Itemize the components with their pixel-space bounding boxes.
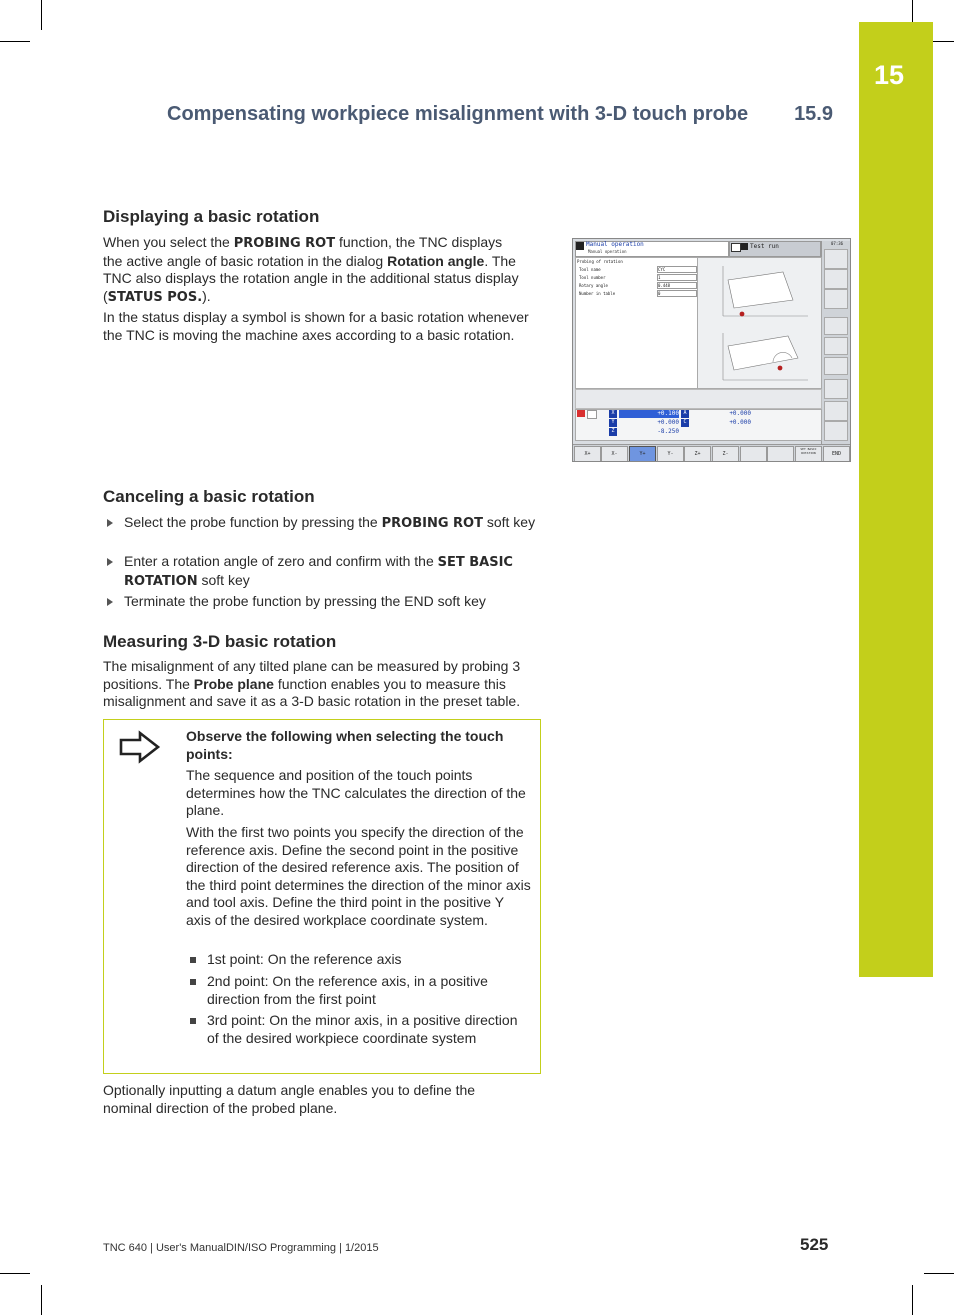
triangle-bullet-icon: [107, 558, 113, 566]
note-list-item: [190, 1012, 525, 1047]
status-icon: [587, 410, 597, 419]
text: ).: [202, 287, 211, 304]
text: The misalignment of any tilted plane can be measured by probing 3 positions. The: [103, 658, 521, 692]
probe-diagram: [698, 258, 821, 388]
chapter-number: 15: [873, 60, 905, 90]
list-item: [107, 553, 537, 590]
running-head-title: Compensating workpiece misalignment with 3-D touch probe: [167, 103, 749, 125]
test-run-label: Test run: [750, 243, 779, 250]
softkey-z-plus[interactable]: Z+: [684, 446, 711, 462]
softkey-icon[interactable]: [767, 446, 794, 462]
softkey-name: STATUS POS.: [107, 289, 203, 305]
list-item: [107, 514, 537, 533]
footer: TNC 640 | User's ManualDIN/ISO Programming | 1/2015: [103, 1242, 379, 1254]
axis-label: X: [609, 410, 617, 418]
text: the active angle of basic rotation in the dialog: [103, 252, 388, 269]
softkey-name: SET BASIC ROTATION: [124, 555, 513, 589]
softkey-name: PROBING ROT: [381, 516, 483, 531]
text: Terminate the probe function by pressing the END soft key: [124, 593, 486, 609]
field-value[interactable]: 0.448: [657, 282, 697, 289]
axis-value: -8.250: [657, 428, 679, 435]
screen-title: Manual operation: [586, 241, 644, 248]
function-name: Probe plane: [193, 675, 274, 692]
note-paragraph: The sequence and position of the touch points determines how the TNC calculates the direction of the plane.: [186, 767, 526, 819]
crop-mark: [912, 1285, 913, 1315]
feed-override-gauge[interactable]: [824, 317, 848, 335]
triangle-bullet-icon: [107, 519, 113, 527]
text: function enables you to measure this misalignment and save it as a 3-D basic rotation in the preset table.: [103, 675, 521, 710]
test-run-icon: [741, 243, 748, 250]
text: soft key: [197, 571, 250, 588]
dnc-icon: [731, 243, 741, 252]
text: soft key: [482, 514, 536, 530]
field-label: Tool number: [579, 275, 606, 280]
axis-label: A: [681, 410, 689, 418]
section-heading: Measuring 3-D basic rotation: [103, 632, 337, 651]
vertical-softkey[interactable]: [824, 289, 848, 309]
running-head: [167, 103, 833, 126]
softkey-icon[interactable]: [740, 446, 767, 462]
note-list-item: [190, 973, 525, 1008]
paragraph: [103, 658, 543, 711]
text: 1st point: On the reference axis: [207, 951, 402, 967]
status-info: [575, 389, 822, 409]
text: 2nd point: On the reference axis, in a positive direction from the first point: [207, 973, 488, 1007]
text: (: [103, 287, 108, 304]
arrow-right-icon: [118, 730, 162, 764]
softkey-set-basic-rotation[interactable]: SET BASIC ROTATION: [795, 446, 822, 462]
vertical-softkey[interactable]: [824, 421, 848, 441]
softkey-x-plus[interactable]: X+: [574, 446, 601, 462]
dialog-name: Rotation angle: [387, 252, 485, 269]
field-value[interactable]: CYC: [657, 266, 697, 273]
softkey-y-minus[interactable]: Y-: [657, 446, 684, 462]
axis-label: Z: [609, 428, 617, 436]
axis-value: +0.000: [657, 419, 679, 426]
crop-mark: [0, 1273, 30, 1274]
paragraph: Optionally inputting a datum angle enables you to define the nominal direction of the probed plane.: [103, 1082, 476, 1116]
text: Select the probe function by pressing the: [124, 514, 382, 530]
axis-label: Y: [609, 419, 617, 427]
tnc-screenshot: [572, 238, 851, 462]
text: . The: [484, 252, 516, 269]
text: 3rd point: On the minor axis, in a positive direction of the desired workpiece coordinate system: [207, 1012, 518, 1046]
square-bullet-icon: [190, 979, 196, 985]
form-title: Probing of rotation: [577, 259, 623, 264]
spindle-override-gauge[interactable]: [824, 337, 848, 355]
vertical-softkey[interactable]: [824, 401, 848, 421]
text: function, the TNC displays: [335, 234, 503, 250]
field-value[interactable]: 1: [657, 274, 697, 281]
rapid-override-gauge[interactable]: [824, 357, 848, 375]
softkey-y-plus[interactable]: Y+: [629, 446, 656, 462]
crop-mark: [41, 1285, 42, 1315]
axis-value: +0.000: [729, 419, 751, 426]
vertical-softkey[interactable]: [824, 269, 848, 289]
triangle-bullet-icon: [107, 598, 113, 606]
softkey-x-minus[interactable]: X-: [601, 446, 628, 462]
field-label: Number in table: [579, 291, 616, 296]
text: When you select the: [103, 234, 234, 250]
mode-icon: [576, 242, 584, 250]
square-bullet-icon: [190, 1018, 196, 1024]
screen-subtitle: Manual operation: [588, 249, 627, 254]
softkey-end[interactable]: END: [823, 446, 850, 462]
note-title: Observe the following when selecting the touch points:: [186, 728, 504, 762]
paragraph: In the status display a symbol is shown for a basic rotation whenever the TNC is moving the machine axes according to a basic rotation.: [103, 309, 529, 343]
status-icon: [577, 410, 585, 417]
softkey-z-minus[interactable]: Z-: [712, 446, 739, 462]
axis-label: C: [681, 419, 689, 427]
help-graphic: [697, 257, 822, 389]
note-list-item: [190, 951, 525, 969]
field-label: Tool name: [579, 267, 601, 272]
section-heading: Canceling a basic rotation: [103, 487, 315, 506]
note-paragraph: With the first two points you specify the direction of the reference axis. Define the second point in the positive direction of the desired reference axis. The position of the third point determines the direction of the minor axis and tool axis. Define the third point in the positive Y axis of the desired workplace coordinate system.: [186, 824, 531, 928]
page-number: 525: [800, 1235, 829, 1254]
square-bullet-icon: [190, 957, 196, 963]
axis-value: +0.000: [729, 410, 751, 417]
paragraph: [103, 234, 548, 306]
vertical-softkey[interactable]: [824, 249, 848, 269]
field-label: Rotary angle: [579, 283, 608, 288]
text: TNC also displays the rotation angle in the additional status display: [103, 270, 519, 287]
axis-value: +0.100: [619, 410, 679, 418]
crop-mark: [0, 41, 30, 42]
crop-mark: [41, 0, 42, 30]
text: Enter a rotation angle of zero and confirm with the: [124, 553, 438, 569]
crop-mark: [924, 1273, 954, 1274]
running-head-section: 15.9: [794, 103, 833, 125]
clock: 07:36: [831, 241, 844, 246]
vertical-softkey[interactable]: [824, 379, 848, 399]
list-item: [107, 593, 537, 611]
field-value[interactable]: 0: [657, 290, 697, 297]
section-heading: Displaying a basic rotation: [103, 207, 320, 226]
softkey-name: PROBING ROT: [233, 236, 336, 251]
chapter-tab: [859, 22, 933, 977]
